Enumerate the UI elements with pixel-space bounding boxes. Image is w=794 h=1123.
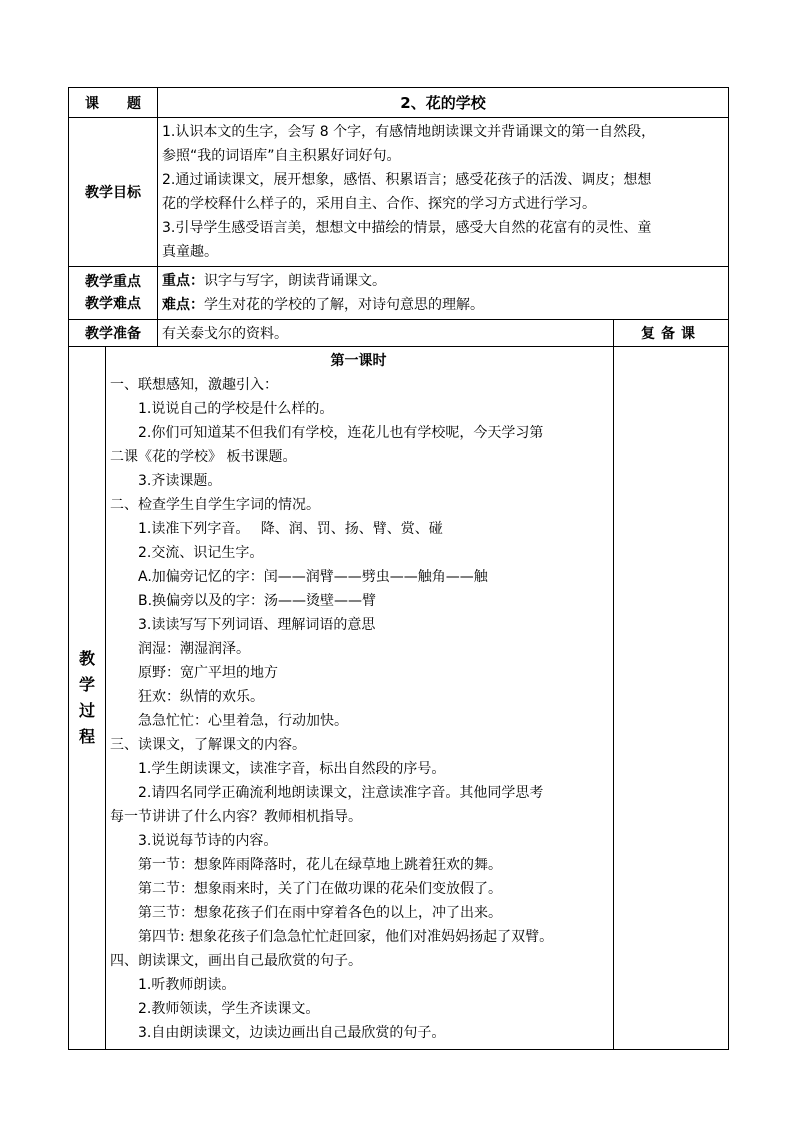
step-line: 第三节：想象花孩子们在雨中穿着各色的以上，冲了出来。 — [138, 905, 502, 921]
objective-line: 花的学校释什么样子的，采用自主、合作、探究的学习方式进行学习。 — [162, 196, 596, 212]
step-heading: 四、朗读课文，画出自己最欣赏的句子。 — [110, 953, 362, 969]
step-line: 第一节：想象阵雨降落时，花儿在绿草地上跳着狂欢的舞。 — [138, 857, 502, 873]
topic-label: 课 题 — [69, 88, 158, 118]
lesson-plan-table — [68, 87, 729, 1050]
review-label: 复备课 — [614, 320, 729, 347]
prep-row — [69, 320, 729, 347]
focus-text — [158, 267, 729, 320]
focus-label-hard: 教学难点 — [85, 296, 141, 312]
prep-label: 教学准备 — [69, 320, 158, 347]
hard-point — [162, 293, 724, 317]
objectives-row — [69, 118, 729, 267]
lesson-section-title: 第一课时 — [330, 353, 387, 369]
process-label-char: 学 — [78, 675, 95, 694]
step-line: 2.请四名同学正确流利地朗读课文，注意读准字音。其他同学思考 — [138, 785, 544, 801]
step-line: 第二节：想象雨来时，关了门在做功课的花朵们变放假了。 — [138, 881, 502, 897]
step-heading: 三、读课文，了解课文的内容。 — [110, 737, 306, 753]
step-line: A.加偏旁记忆的字：闰——润臂——劈虫——触角——触 — [138, 569, 488, 585]
objectives-text — [158, 118, 729, 267]
objective-line: 真童趣。 — [162, 244, 218, 260]
objective-line: 2.通过诵读课文，展开想象，感悟、积累语言；感受花孩子的活泼、调皮；想想 — [162, 172, 652, 188]
step-line: 原野：宽广平坦的地方 — [138, 665, 278, 681]
focus-row — [69, 267, 729, 320]
step-line: 2.教师领读，学生齐读课文。 — [138, 1001, 320, 1017]
step-line: 急急忙忙：心里着急，行动加快。 — [138, 713, 348, 729]
step-line: 2.交流、识记生字。 — [138, 545, 264, 561]
focus-label — [69, 267, 158, 320]
hard-point-text: 学生对花的学校的了解，对诗句意思的理解。 — [204, 297, 484, 313]
process-content — [106, 347, 614, 1050]
step-heading: 二、检查学生自学生字词的情况。 — [110, 497, 320, 513]
step-line: 3.自由朗读课文，边读边画出自己最欣赏的句子。 — [138, 1025, 446, 1041]
topic-row — [69, 88, 729, 118]
focus-label-key: 教学重点 — [85, 274, 141, 290]
step-line: 1.说说自己的学校是什么样的。 — [138, 401, 334, 417]
step-line: 每一节讲讲了什么内容？教师相机指导。 — [110, 809, 362, 825]
step-line: 3.说说每节诗的内容。 — [138, 833, 278, 849]
objectives-label: 教学目标 — [69, 118, 158, 267]
process-label-char: 程 — [78, 727, 95, 746]
step-line: 1.学生朗读课文，读准字音，标出自然段的序号。 — [138, 761, 446, 777]
step-line: 1.读准下列字音。 降、润、罚、扬、臂、赏、碰 — [138, 521, 443, 537]
objective-line: 3.引导学生感受语言美，想想文中描绘的情景，感受大自然的花富有的灵性、童 — [162, 220, 652, 236]
process-label — [69, 347, 106, 1050]
step-line: 1.听教师朗读。 — [138, 977, 236, 993]
prep-text: 有关泰戈尔的资料。 — [158, 320, 614, 347]
step-line: 狂欢：纵情的欢乐。 — [138, 689, 264, 705]
process-row — [69, 347, 729, 1050]
lesson-title: 2、花的学校 — [158, 88, 729, 118]
step-line: 第四节: 想象花孩子们急急忙忙赶回家，他们对准妈妈扬起了双臂。 — [138, 929, 554, 945]
step-line: 3.齐读课题。 — [138, 473, 222, 489]
objective-line: 1.认识本文的生字，会写 8 个字，有感情地朗读课文并背诵课文的第一自然段， — [162, 124, 656, 140]
key-point — [162, 269, 724, 293]
step-line: 2.你们可知道某不但我们有学校，连花儿也有学校呢，今天学习第 — [138, 425, 544, 441]
step-line: 3.读读写写下列词语、理解词语的意思 — [138, 617, 376, 633]
key-point-label: 重点： — [162, 273, 204, 289]
process-label-char: 过 — [78, 701, 95, 720]
step-line: 二课《花的学校》 板书课题。 — [110, 449, 297, 465]
process-label-char: 教 — [78, 649, 95, 668]
step-line: B.换偏旁以及的字：汤——烫壁——臂 — [138, 593, 377, 609]
objective-line: 参照“我的词语库”自主积累好词好句。 — [162, 148, 401, 164]
key-point-text: 识字与写字，朗读背诵课文。 — [204, 273, 386, 289]
hard-point-label: 难点： — [162, 297, 204, 313]
step-heading: 一、联想感知，激趣引入： — [110, 377, 278, 393]
step-line: 润湿：潮湿润泽。 — [138, 641, 250, 657]
review-column — [614, 347, 729, 1050]
